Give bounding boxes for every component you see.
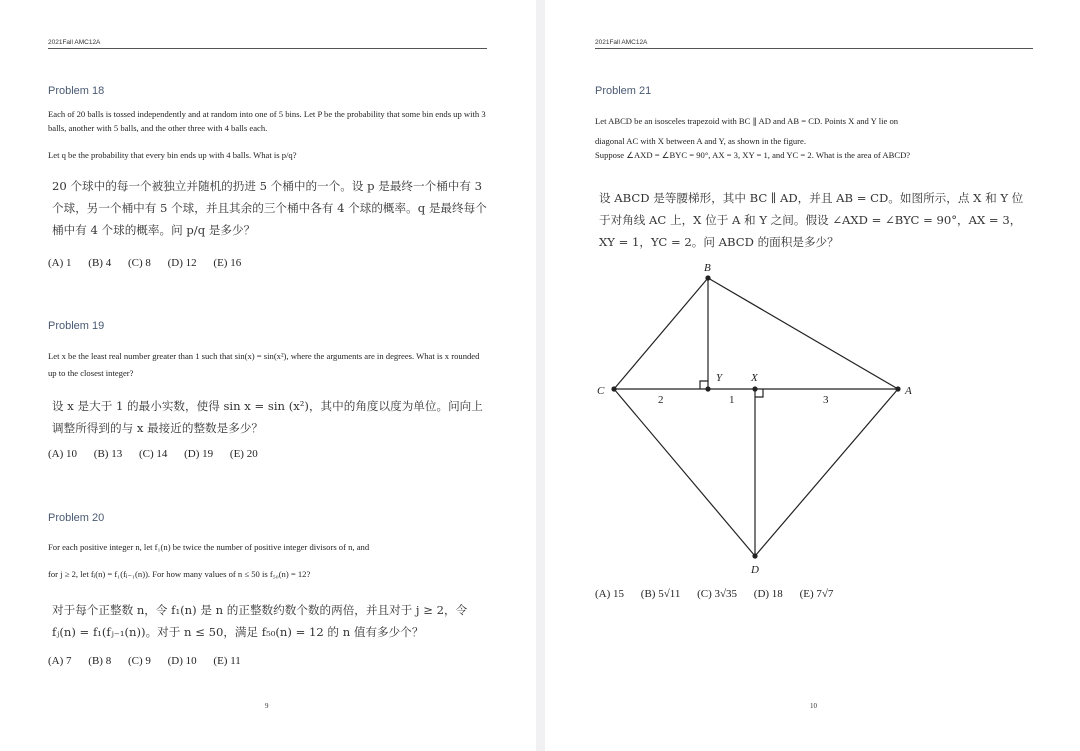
trapezoid-figure: [545, 255, 1080, 595]
label-a: A: [905, 385, 912, 397]
problem-21-english-3: Suppose ∠AXD = ∠BYC = 90°, AX = 3, XY = 1, and YC = 2. What is the area of ABCD?: [595, 150, 911, 160]
page-header: 2021Fall AMC12A: [48, 39, 101, 46]
problem-18-english-1: Each of 20 balls is tossed independently and at random into one of 5 bins. Let P be the probability that some bin ends up with 3 balls, another with 5 balls, and the other three with 4 balls each.: [48, 109, 486, 133]
problem-21-english-2: diagonal AC with X between A and Y, as shown in the figure.: [595, 136, 806, 146]
choice-a: (A) 7: [48, 655, 72, 667]
segment-cd: [614, 389, 755, 556]
choice-c: (C) 3√35: [697, 588, 738, 600]
label-y: Y: [716, 372, 723, 384]
point-c: [611, 386, 616, 391]
problem-20-english-2: for j ≥ 2, let fⱼ(n) = f₁(fⱼ₋₁(n)). For how many values of n ≤ 50 is f₅₀(n) = 12?: [48, 569, 311, 579]
point-x: [752, 386, 757, 391]
choice-e: (E) 20: [229, 448, 258, 460]
choice-e: (E) 11: [213, 655, 241, 667]
problem-19-english: Let x be the least real number greater than 1 such that sin(x) = sin(x²), where the arguments are in degrees. What is x rounded up to the closest integer?: [48, 351, 480, 378]
length-ax: 3: [823, 394, 829, 406]
problem-18-choices: [48, 257, 255, 269]
choice-a: (A) 1: [48, 257, 72, 269]
problem-19-title: Problem 19: [48, 320, 105, 332]
choice-d: (D) 19: [184, 448, 214, 460]
length-yc: 2: [658, 394, 664, 406]
choice-a: (A) 15: [595, 588, 625, 600]
problem-19-choices: [48, 448, 272, 460]
point-y: [705, 386, 710, 391]
choice-d: (D) 10: [167, 655, 197, 667]
problem-19-chinese: 设 x 是大于 1 的最小实数，使得 sin x = sin (x²)，其中的角度以度为单位。问向上调整所得到的与 x 最接近的整数是多少？: [52, 399, 483, 435]
problem-21-chinese: 设 ABCD 是等腰梯形，其中 BC ∥ AD，并且 AB = CD。如图所示，点 X 和 Y 位于对角线 AC 上，X 位于 A 和 Y 之间。假设 ∠AXD = ∠BYC = 90°，AX = 3，XY = 1，YC = 2。问 ABCD 的面积是多少？: [599, 191, 1024, 249]
problem-21-title: Problem 21: [595, 85, 652, 97]
problem-21-choices: [595, 588, 847, 600]
problem-18-chinese: 20 个球中的每一个被独立并随机的扔进 5 个桶中的一个。设 p 是最终一个桶中有 3 个球，另一个桶中有 5 个球，并且其余的三个桶中各有 4 个球的概率。q 是最终每个桶中有 4 个球的概率。问 p/q 是多少？: [52, 179, 487, 237]
choice-c: (C) 14: [138, 448, 168, 460]
point-a: [895, 386, 900, 391]
choice-b: (B) 8: [88, 655, 112, 667]
choice-e: (E) 16: [213, 257, 242, 269]
length-xy: 1: [729, 394, 735, 406]
choice-b: (B) 5√11: [640, 588, 681, 600]
choice-d: (D) 12: [167, 257, 197, 269]
problem-20-chinese: 对于每个正整数 n，令 f₁(n) 是 n 的正整数约数个数的两倍，并且对于 j ≥ 2，令 fⱼ(n) = f₁(fⱼ₋₁(n))。对于 n ≤ 50，满足 f₅₀(n) = 12 的 n 值有多少个？: [52, 603, 468, 639]
page-number: 10: [810, 702, 817, 710]
page-header: 2021Fall AMC12A: [595, 39, 648, 46]
page-right: [545, 0, 1080, 751]
choice-e: (E) 7√7: [799, 588, 834, 600]
problem-20-choices: [48, 655, 255, 667]
segment-ba: [708, 278, 898, 389]
choice-b: (B) 13: [93, 448, 123, 460]
problem-20-english-1: For each positive integer n, let f₁(n) be twice the number of positive integer divisors of n, and: [48, 542, 370, 552]
label-c: C: [597, 385, 605, 397]
problem-18-english-2: Let q be the probability that every bin ends up with 4 balls. What is p/q?: [48, 150, 297, 160]
choice-b: (B) 4: [88, 257, 112, 269]
segment-bc: [614, 278, 708, 389]
choice-c: (C) 8: [127, 257, 151, 269]
choice-a: (A) 10: [48, 448, 78, 460]
page-left: [0, 0, 536, 751]
page-number: 9: [265, 702, 269, 710]
point-d: [752, 553, 757, 558]
point-b: [705, 275, 710, 280]
label-d: D: [751, 564, 759, 576]
header-rule: [595, 48, 1033, 49]
choice-c: (C) 9: [127, 655, 151, 667]
label-b: B: [704, 262, 711, 274]
problem-21-english-1: Let ABCD be an isosceles trapezoid with BC ∥ AD and AB = CD. Points X and Y lie on: [595, 116, 899, 126]
segment-ad: [755, 389, 898, 556]
problem-18-title: Problem 18: [48, 85, 105, 97]
problem-20-title: Problem 20: [48, 512, 105, 524]
header-rule: [48, 48, 487, 49]
label-x: X: [751, 372, 758, 384]
choice-d: (D) 18: [753, 588, 783, 600]
